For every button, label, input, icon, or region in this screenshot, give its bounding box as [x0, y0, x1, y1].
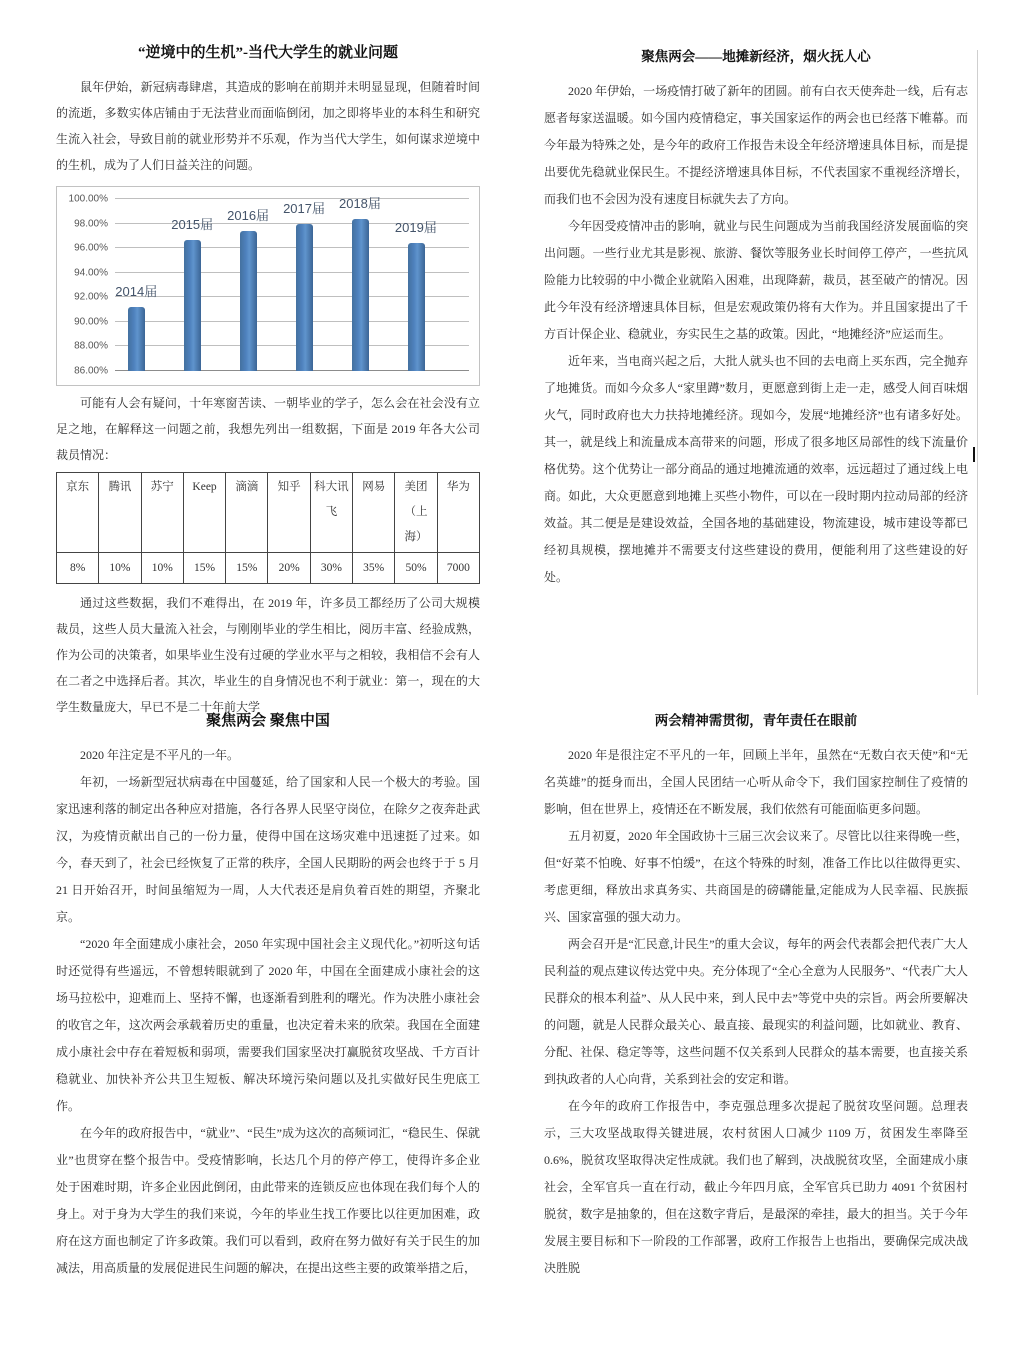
article-two-sessions-china: [56, 710, 480, 1282]
chart-y-tick-label: 94.00%: [74, 267, 108, 279]
table-value-cell: 15%: [226, 553, 268, 584]
table-header-row: [57, 473, 480, 553]
paragraph: 在今年的政府报告中，“就业”、“民生”成为这次的高频词汇，“稳民生、保就业”也贯穿在整个报告中。受疫情影响，长达几个月的停产停工，使得许多企业处于困难时期，许多企业因此倒闭，由此带来的连锁反应也体现在我们每个人的身上。对于身为大学生的我们来说，今年的毕业生找工作要比以往更加困难，政府在这方面也制定了许多政策。我们可以看到，政府在努力做好有关于民生的加减法，用高质量的发展促进民生问题的解决，在提出这些主要的政策举措之后，: [56, 1126, 480, 1275]
paragraph: 通过这些数据，我们不难得出，在 2019 年，许多员工都经历了公司大规模裁员，这些人员大量流入社会，与刚刚毕业的学生相比，阅历丰富、经验成熟，作为公司的决策者，如果毕业生没有过硬的学业水平与之相较，我相信不会有人在二者之中选择后者。其次，毕业生的自身情况也不利于就业：第一，现在的大学生数量庞大，早已不是二十年前大学: [56, 596, 480, 714]
table-header-cell: 京东: [57, 473, 99, 553]
chart-category-label: 2016届: [227, 207, 270, 223]
article-title: 聚焦两会——地摊新经济，烟火抚人心: [641, 49, 871, 64]
paragraph: 五月初夏，2020 年全国政协十三届三次会议来了。尽管比以往来得晚一些，但“好菜不怕晚、好事不怕缓”，在这个特殊的时刻，准备工作比以往做得更实、考虑更细，释放出求真务实、共商国是的磅礴能量,定能成为人民幸福、民族振兴、国家富强的强大动力。: [544, 829, 968, 924]
table-value-cell: 30%: [310, 553, 352, 584]
text-cursor[interactable]: [973, 447, 975, 462]
paragraph: 在今年的政府工作报告中，李克强总理多次提起了脱贫攻坚问题。总理表示，三大攻坚战取得关键进展，农村贫困人口减少 1109 万，贫困发生率降至 0.6%，脱贫攻坚取得决定性成就。我们也了解到，决战脱贫攻坚，全面建成小康社会，全军官兵一直在行动，截止今年四月底，全军官兵已助力 4091 个贫困村脱贫，数字是抽象的，但在这数字背后，是最深的牵挂，最大的担当。关于今年发展主要目标和下一阶段的工作部署，政府工作报告上也指出，要确保完成决战决胜脱: [544, 1099, 968, 1275]
table-header-cell: 苏宁: [141, 473, 183, 553]
table-value-cell: 10%: [99, 553, 141, 584]
article-title: “逆境中的生机”-当代大学生的就业问题: [138, 45, 398, 61]
article-two-sessions-youth: [544, 710, 968, 1282]
table-value-cell: 10%: [141, 553, 183, 584]
table-value-cell: 35%: [353, 553, 395, 584]
paragraph: “2020 年全面建成小康社会，2050 年实现中国社会主义现代化。”初听这句话时还觉得有些遥远，不曾想转眼就到了 2020 年，中国在全面建成小康社会的这场马拉松中，迎难而上、坚持不懈，也逐渐看到胜利的曙光。作为决胜小康社会的收官之年，这次两会承载着历史的重量，也决定着未来的欣荣。我国在全面建成小康社会中存在着短板和弱项，需要我们国家坚决打赢脱贫攻坚战、千方百计稳就业、加快补齐公共卫生短板、解决环境污染问题以及扎实做好民生兜底工作。: [56, 937, 480, 1113]
textbox-border-line: [977, 50, 978, 695]
layoff-table: [56, 472, 480, 584]
article-title: 两会精神需贯彻，青年责任在眼前: [654, 713, 858, 728]
table-header-cell: 滴滴: [226, 473, 268, 553]
article-street-stall-economy: [544, 46, 968, 591]
chart-y-tick-label: 98.00%: [74, 218, 108, 230]
paragraph: 2020 年伊始，一场疫情打破了新年的团圆。前有白衣天使奔赴一线，后有志愿者每家送温暖。如今国内疫情稳定，事关国家运作的两会也已经落下帷幕。而今年最为特殊之处，是今年的政府工作报告未设全年经济增速具体目标，而是提出要优先稳就业保民生。不提经济增速具体目标，不代表国家不重视经济增长，而我们也不会因为没有速度目标就失去了方向。: [544, 84, 968, 206]
table-header-cell: 科大讯飞: [310, 473, 352, 553]
table-value-cell: 7000: [437, 553, 479, 584]
article-title: 聚焦两会 聚焦中国: [206, 713, 330, 729]
paragraph: 鼠年伊始，新冠病毒肆虐，其造成的影响在前期并未明显显现，但随着时间的流逝，多数实体店铺由于无法营业而面临倒闭，加之即将毕业的本科生和研究生流入社会，导致目前的就业形势并不乐观，作为当代大学生，如何谋求逆境中的生机，成为了人们日益关注的问题。: [56, 80, 480, 172]
chart-y-tick-label: 100.00%: [68, 193, 108, 205]
paragraph: 两会召开是“汇民意,计民生”的重大会议，每年的两会代表都会把代表广大人民利益的观点建议传达党中央。充分体现了“全心全意为人民服务”、“代表广大人民群众的根本利益”、从人民中来，到人民中去”等党中央的宗旨。两会所要解决的问题，就是人民群众最关心、最直接、最现实的利益问题，比如就业、教育、分配、社保、稳定等等，这些问题不仅关系到人民群众的基本需要，也直接关系到执政者的人心向背，关系到社会的安定和谐。: [544, 937, 968, 1086]
paragraph: 2020 年是很注定不平凡的一年，回顾上半年，虽然在“无数白衣天使”和“无名英雄”的挺身而出，全国人民团结一心听从命令下，我们国家控制住了疫情的影响，但在世界上，疫情还在不断发展，我们依然有可能面临更多问题。: [544, 748, 968, 816]
table-header-cell: Keep: [183, 473, 225, 553]
chart-category-label: 2015届: [171, 216, 214, 232]
table-value-cell: 50%: [395, 553, 437, 584]
chart-category-label: 2014届: [115, 284, 158, 300]
chart-category-label: 2017届: [283, 200, 325, 216]
paragraph: 可能有人会有疑问，十年寒窗苦读、一朝毕业的学子，怎么会在社会没有立足之地，在解释这一问题之前，我想先列出一组数据，下面是 2019 年各大公司裁员情况：: [56, 396, 480, 462]
chart-y-tick-label: 96.00%: [74, 242, 108, 254]
chart-bar: [296, 224, 313, 371]
table-header-cell: 腾讯: [99, 473, 141, 553]
layoff-table-body: [57, 473, 480, 584]
table-value-row: [57, 553, 480, 584]
paragraph: 年初，一场新型冠状病毒在中国蔓延，给了国家和人民一个极大的考验。国家迅速利落的制定出各种应对措施，各行各界人民坚守岗位，在除夕之夜奔赴武汉，为疫情贡献出自己的一份力量，使得中国在这场灾难中迅速挺了过来。如今，春天到了，社会已经恢复了正常的秩序，全国人民期盼的两会也终于于 5 月 21 日开始召开，时间虽缩短为一周，人大代表还是肩负着百姓的期望，齐聚北京。: [56, 775, 480, 924]
paragraph: 近年来，当电商兴起之后，大批人就头也不回的去电商上买东西，完全抛弃了地摊货。而如今众多人“家里蹲”数月，更愿意到街上走一走，感受人间百味烟火气，同时政府也大力扶持地摊经济。现如今，发展“地摊经济”也有诸多好处。其一，就是线上和流量成本高带来的问题，形成了很多地区局部性的线下流量价格优势。这个优势让一部分商品的通过地摊流通的效率，远远超过了通过线上电商。如此，大众更愿意到地摊上买些小物件，可以在一段时期内拉动局部的经济效益。其二便是是建设效益，全国各地的基础建设，物流建设，城市建设等都已经初具规模，摆地摊并不需要支付这些建设的费用，便能利用了这些建设的好处。: [544, 354, 968, 584]
paragraph: 今年因受疫情冲击的影响，就业与民生问题成为当前我国经济发展面临的突出问题。一些行业尤其是影视、旅游、餐饮等服务业长时间停工停产，一些抗风险能力比较弱的中小微企业就陷入困难，出现降薪，裁员，甚至破产的情况。因此今年没有经济增速具体目标，但是宏观政策仍将有大作为。并且国家提出了千方百计保企业、稳就业，夯实民生之基的政策。因此，“地摊经济”应运而生。: [544, 219, 968, 341]
chart-bar: [128, 307, 145, 371]
chart-plot-area: [68, 193, 469, 377]
table-value-cell: 20%: [268, 553, 310, 584]
article-employment-problem: [56, 42, 480, 720]
table-value-cell: 8%: [57, 553, 99, 584]
chart-y-tick-label: 90.00%: [74, 316, 108, 328]
table-header-cell: 知乎: [268, 473, 310, 553]
chart-bar: [352, 219, 369, 371]
chart-y-tick-label: 86.00%: [74, 365, 108, 377]
chart-category-label: 2018届: [338, 195, 381, 211]
chart-bar: [184, 240, 201, 371]
employment-rate-bar-chart: [56, 186, 480, 386]
table-header-cell: 网易: [353, 473, 395, 553]
chart-y-tick-label: 92.00%: [74, 291, 108, 303]
table-value-cell: 15%: [183, 553, 225, 584]
table-header-cell: 华为: [437, 473, 479, 553]
paragraph: 2020 年注定是不平凡的一年。: [80, 748, 240, 762]
chart-y-tick-label: 88.00%: [74, 340, 108, 352]
chart-category-label: 2019届: [394, 220, 437, 236]
chart-bar: [240, 231, 257, 371]
chart-bar: [408, 243, 425, 371]
table-header-cell: 美团（上海）: [395, 473, 437, 553]
